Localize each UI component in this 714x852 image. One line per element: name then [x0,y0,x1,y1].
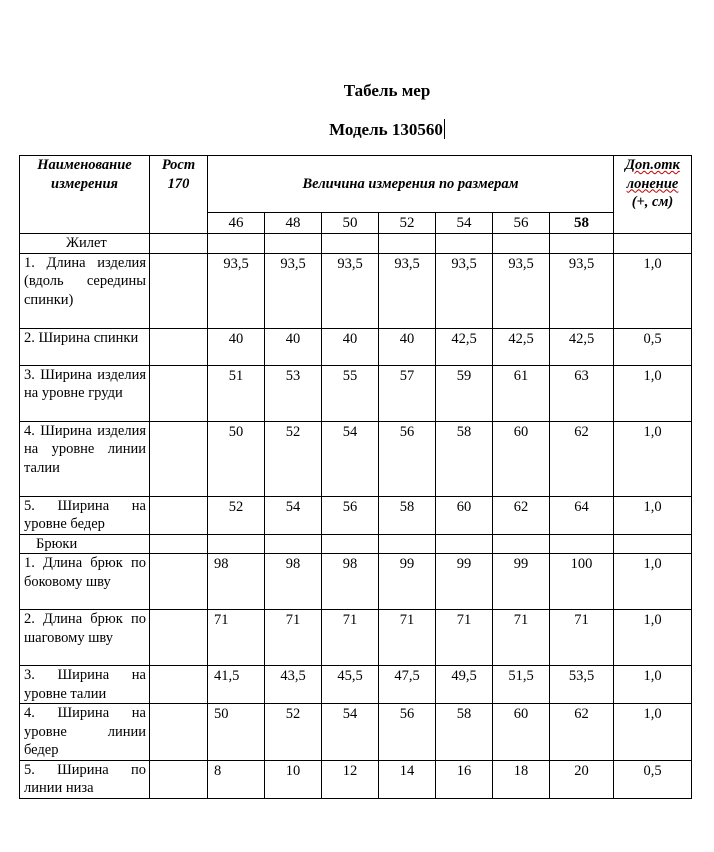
value-cell-46: 50 [208,704,265,761]
empty-cell [379,234,436,254]
value-cell-48: 40 [265,328,322,365]
value-cell-54: 59 [436,365,493,421]
deviation-cell: 1,0 [614,496,692,534]
value-cell-52: 56 [379,421,436,496]
value-cell-54: 71 [436,610,493,666]
section-name: Жилет [20,234,150,254]
measurement-label: 4. Ширина изделия на уровне линии талии [20,421,150,496]
value-cell-58: 63 [550,365,614,421]
height-cell [150,365,208,421]
value-cell-50: 45,5 [322,666,379,704]
value-cell-48: 43,5 [265,666,322,704]
size-header-50: 50 [322,213,379,234]
value-cell-48: 71 [265,610,322,666]
value-cell-52: 56 [379,704,436,761]
value-cell-50: 56 [322,496,379,534]
empty-cell [265,234,322,254]
height-cell [150,253,208,328]
value-cell-50: 71 [322,610,379,666]
measurement-label: 2. Ширина спинки [20,328,150,365]
value-cell-46: 41,5 [208,666,265,704]
value-cell-48: 52 [265,421,322,496]
empty-cell [614,234,692,254]
section-row [20,234,692,254]
value-cell-48: 10 [265,760,322,798]
value-cell-56: 93,5 [493,253,550,328]
value-cell-54: 58 [436,704,493,761]
value-cell-56: 61 [493,365,550,421]
value-cell-50: 93,5 [322,253,379,328]
measurement-label: 1. Длина изделия (вдоль середины спинки) [20,253,150,328]
measurement-label: 3. Ширина на уровне талии [20,666,150,704]
deviation-cell: 1,0 [614,610,692,666]
empty-cell [208,234,265,254]
value-cell-58: 64 [550,496,614,534]
deviation-cell: 1,0 [614,253,692,328]
deviation-cell: 1,0 [614,421,692,496]
table-row [20,421,692,496]
value-cell-58: 20 [550,760,614,798]
value-cell-58: 100 [550,554,614,610]
deviation-cell: 0,5 [614,328,692,365]
value-cell-56: 60 [493,421,550,496]
value-cell-52: 93,5 [379,253,436,328]
value-cell-54: 58 [436,421,493,496]
deviation-cell: 1,0 [614,365,692,421]
deviation-cell: 1,0 [614,666,692,704]
table-row [20,253,692,328]
table-row [20,760,692,798]
value-cell-46: 51 [208,365,265,421]
size-header-48: 48 [265,213,322,234]
empty-cell [493,534,550,554]
value-cell-52: 40 [379,328,436,365]
value-cell-48: 98 [265,554,322,610]
height-cell [150,610,208,666]
measurement-label: 2. Длина брюк по шаговому шву [20,610,150,666]
value-cell-52: 14 [379,760,436,798]
value-cell-58: 42,5 [550,328,614,365]
text-cursor [444,119,445,139]
value-cell-52: 47,5 [379,666,436,704]
empty-cell [150,234,208,254]
header-name: Наименование измерения [20,156,150,234]
value-cell-46: 52 [208,496,265,534]
height-cell [150,421,208,496]
size-header-52: 52 [379,213,436,234]
table-row [20,328,692,365]
empty-cell [379,534,436,554]
empty-cell [550,234,614,254]
value-cell-54: 93,5 [436,253,493,328]
table-row [20,666,692,704]
value-cell-50: 54 [322,421,379,496]
header-deviation-line1: Доп.отк [625,157,680,173]
value-cell-58: 62 [550,704,614,761]
value-cell-46: 98 [208,554,265,610]
value-cell-56: 71 [493,610,550,666]
height-cell [150,666,208,704]
empty-cell [322,534,379,554]
value-cell-52: 99 [379,554,436,610]
section-row [20,534,692,554]
value-cell-50: 40 [322,328,379,365]
value-cell-50: 55 [322,365,379,421]
size-header-54: 54 [436,213,493,234]
value-cell-56: 42,5 [493,328,550,365]
height-cell [150,554,208,610]
size-header-56: 56 [493,213,550,234]
value-cell-52: 57 [379,365,436,421]
size-header-58: 58 [550,213,614,234]
value-cell-54: 49,5 [436,666,493,704]
value-cell-50: 12 [322,760,379,798]
value-cell-54: 16 [436,760,493,798]
empty-cell [436,534,493,554]
empty-cell [208,534,265,554]
measurement-label: 5. Ширина на уровне бедер [20,496,150,534]
empty-cell [150,534,208,554]
value-cell-50: 54 [322,704,379,761]
value-cell-58: 53,5 [550,666,614,704]
value-cell-56: 99 [493,554,550,610]
value-cell-48: 93,5 [265,253,322,328]
value-cell-56: 62 [493,496,550,534]
value-cell-58: 71 [550,610,614,666]
value-cell-46: 93,5 [208,253,265,328]
section-name: Брюки [20,534,150,554]
value-cell-56: 60 [493,704,550,761]
height-cell [150,760,208,798]
table-row [20,496,692,534]
size-header-46: 46 [208,213,265,234]
value-cell-48: 53 [265,365,322,421]
value-cell-46: 8 [208,760,265,798]
value-cell-48: 54 [265,496,322,534]
height-cell [150,704,208,761]
measurement-label: 1. Длина брюк по боковому шву [20,554,150,610]
value-cell-46: 71 [208,610,265,666]
value-cell-46: 40 [208,328,265,365]
header-sizes-span: Величина измерения по размерам [208,156,614,213]
value-cell-58: 93,5 [550,253,614,328]
measurement-table [19,155,692,799]
table-row [20,365,692,421]
value-cell-54: 42,5 [436,328,493,365]
model-title [30,119,714,140]
header-deviation [614,156,692,234]
height-cell [150,328,208,365]
empty-cell [614,534,692,554]
value-cell-58: 62 [550,421,614,496]
value-cell-56: 51,5 [493,666,550,704]
value-cell-54: 60 [436,496,493,534]
table-row [20,554,692,610]
value-cell-56: 18 [493,760,550,798]
height-cell [150,496,208,534]
table-row [20,704,692,761]
value-cell-46: 50 [208,421,265,496]
header-deviation-line3: (+, см) [631,194,674,210]
header-deviation-line2: лонение [626,175,679,192]
value-cell-52: 58 [379,496,436,534]
value-cell-50: 98 [322,554,379,610]
value-cell-48: 52 [265,704,322,761]
empty-cell [550,534,614,554]
model-text: Модель 130560 [329,120,443,139]
empty-cell [493,234,550,254]
empty-cell [436,234,493,254]
empty-cell [322,234,379,254]
table-row [20,610,692,666]
value-cell-54: 99 [436,554,493,610]
deviation-cell: 0,5 [614,760,692,798]
measurement-label: 4. Ширина на уровне линии бедер [20,704,150,761]
measurement-label: 3. Ширина изделия на уровне груди [20,365,150,421]
measurement-label: 5. Ширина по линии низа [20,760,150,798]
deviation-cell: 1,0 [614,554,692,610]
empty-cell [265,534,322,554]
header-height: Рост 170 [150,156,208,234]
value-cell-52: 71 [379,610,436,666]
document-title: Табель мер [343,81,431,100]
deviation-cell: 1,0 [614,704,692,761]
